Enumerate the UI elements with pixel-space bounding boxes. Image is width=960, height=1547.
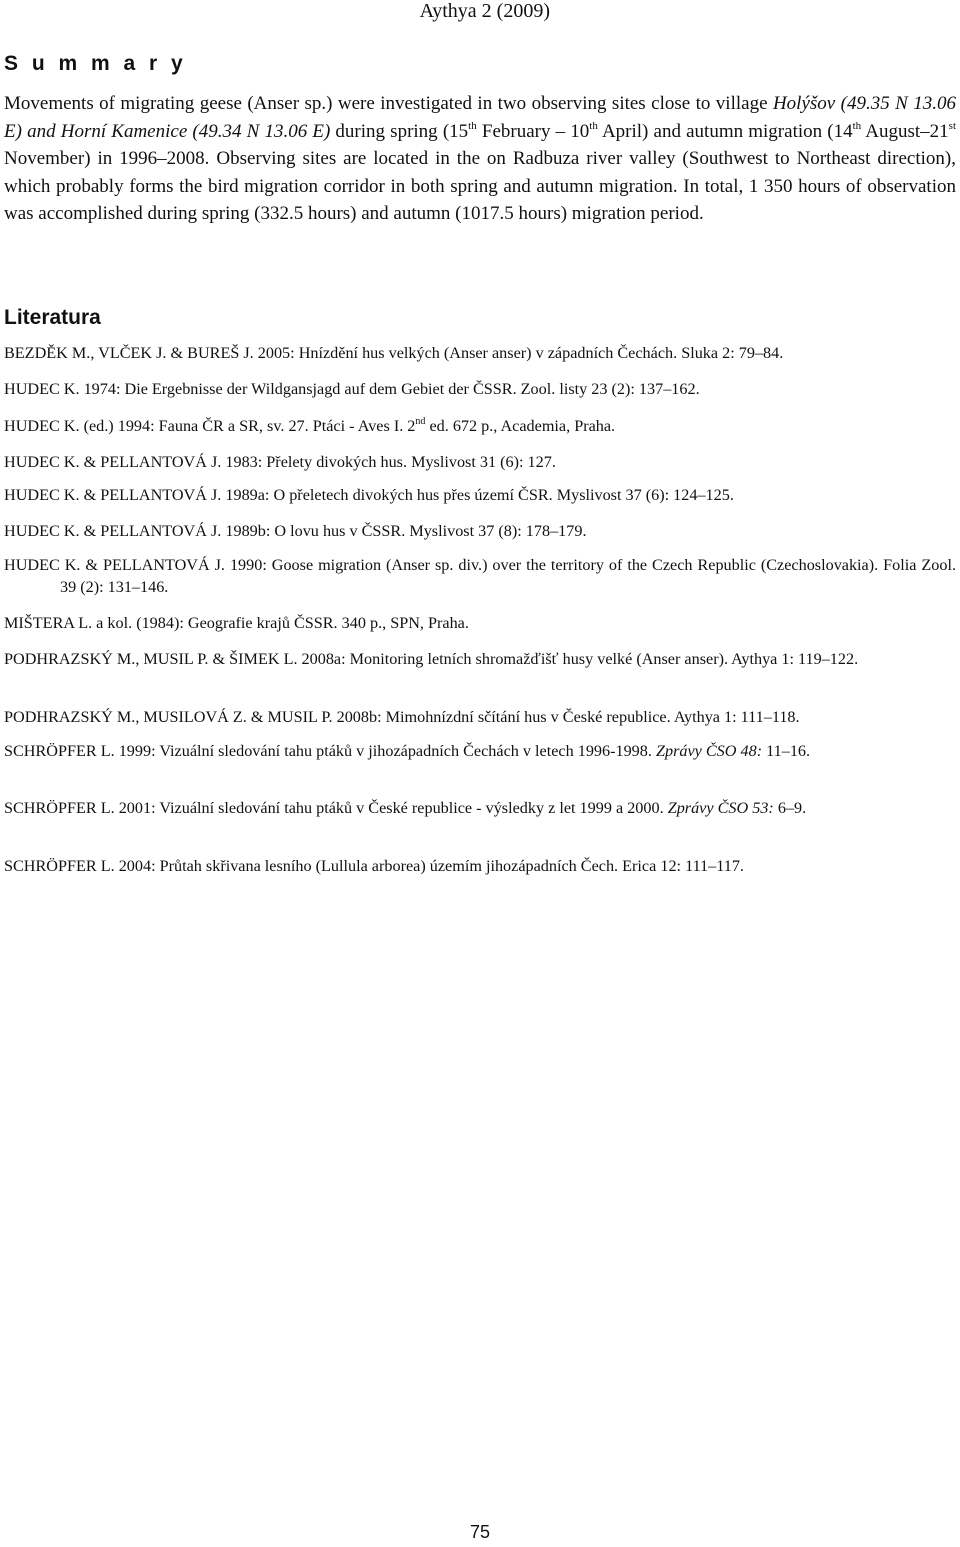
reference-text: SCHRÖPFER L. 2001: Vizuální sledování tahu ptáků v České republice - výsledky z let 1999 a 2000. <box>4 799 668 817</box>
superscript: th <box>589 119 598 132</box>
reference-text: HUDEC K. (ed.) 1994: Fauna ČR a SR, sv. 27. Ptáci - Aves I. 2 <box>4 417 416 435</box>
reference-item: PODHRAZSKÝ M., MUSIL P. & ŠIMEK L. 2008a: Monitoring letních shromažďišť husy velké (Anser anser). Aythya 1: 119–122. <box>4 650 859 668</box>
superscript: th <box>468 119 477 132</box>
summary-text: April) and autumn migration (14 <box>597 120 853 142</box>
superscript: nd <box>415 416 426 427</box>
reference-item: HUDEC K. & PELLANTOVÁ J. 1989a: O přeletech divokých hus přes území ČSR. Myslivost 37 (6): 124–125. <box>4 486 734 504</box>
reference-item: BEZDĚK M., VLČEK J. & BUREŠ J. 2005: Hnízdění hus velkých (Anser anser) v západních Čechách. Sluka 2: 79–84. <box>4 344 784 362</box>
reference-item: HUDEC K. 1974: Die Ergebnisse der Wildgansjagd auf dem Gebiet der ČSSR. Zool. listy 23 (2): 137–162. <box>4 380 700 398</box>
reference-text: 11–16. <box>762 742 811 760</box>
reference-item: HUDEC K. & PELLANTOVÁ J. 1989b: O lovu hus v ČSSR. Myslivost 37 (8): 178–179. <box>4 522 587 540</box>
reference-item <box>4 415 956 437</box>
summary-text: November) in 1996–2008. Observing sites are located in the on Radbuza river valley (Southwest to Northeast direction), which probably forms the bird migration corridor in both spring and autumn migration. In total, 1 350 hours of observation was accomplished during spring (332.5 hours) and autumn (1017.5 hours) migration period. <box>4 148 956 225</box>
reference-journal-italic: Zprávy ČSO 48: <box>655 742 763 760</box>
summary-text: August–21 <box>861 120 949 142</box>
page-number: 75 <box>470 1522 491 1542</box>
summary-sites-italic: Holýšov (49.35 N 13.06 E) and Horní Kamenice (49.34 N 13.06 E) <box>4 93 956 142</box>
summary-text: during spring (15 <box>330 120 469 142</box>
reference-journal-italic: Zprávy ČSO 53: <box>667 799 774 817</box>
superscript: th <box>852 119 862 132</box>
reference-item <box>4 740 956 762</box>
reference-text: ed. 672 p., Academia, Praha. <box>425 417 616 435</box>
journal-header: Aythya 2 (2009) <box>419 0 550 22</box>
reference-item <box>4 797 956 819</box>
reference-item: PODHRAZSKÝ M., MUSILOVÁ Z. & MUSIL P. 2008b: Mimohnízdní sčítání hus v České republice. Aythya 1: 111–118. <box>4 708 800 726</box>
reference-item: MIŠTERA L. a kol. (1984): Geografie krajů ČSSR. 340 p., SPN, Praha. <box>4 614 469 632</box>
literature-heading: Literatura <box>4 306 101 329</box>
summary-text: Movements of migrating geese (Anser sp.) were investigated in two observing sites close to village <box>4 93 773 114</box>
summary-heading: S u m m a r y <box>4 52 187 75</box>
reference-text: 6–9. <box>773 799 807 817</box>
superscript: st <box>948 119 957 132</box>
summary-text: February – 10 <box>476 120 590 142</box>
reference-item: HUDEC K. & PELLANTOVÁ J. 1990: Goose migration (Anser sp. div.) over the territory of the Czech Republic (Czechoslovakia). Folia Zool. 39 (2): 131–146. <box>4 556 956 596</box>
reference-item: HUDEC K. & PELLANTOVÁ J. 1983: Přelety divokých hus. Myslivost 31 (6): 127. <box>4 453 556 471</box>
reference-text: SCHRÖPFER L. 1999: Vizuální sledování tahu ptáků v jihozápadních Čechách v letech 1996-1998. <box>4 742 656 760</box>
summary-paragraph <box>4 90 956 228</box>
reference-item: SCHRÖPFER L. 2004: Průtah skřivana lesního (Lullula arborea) územím jihozápadních Čech. Erica 12: 111–117. <box>4 857 744 875</box>
